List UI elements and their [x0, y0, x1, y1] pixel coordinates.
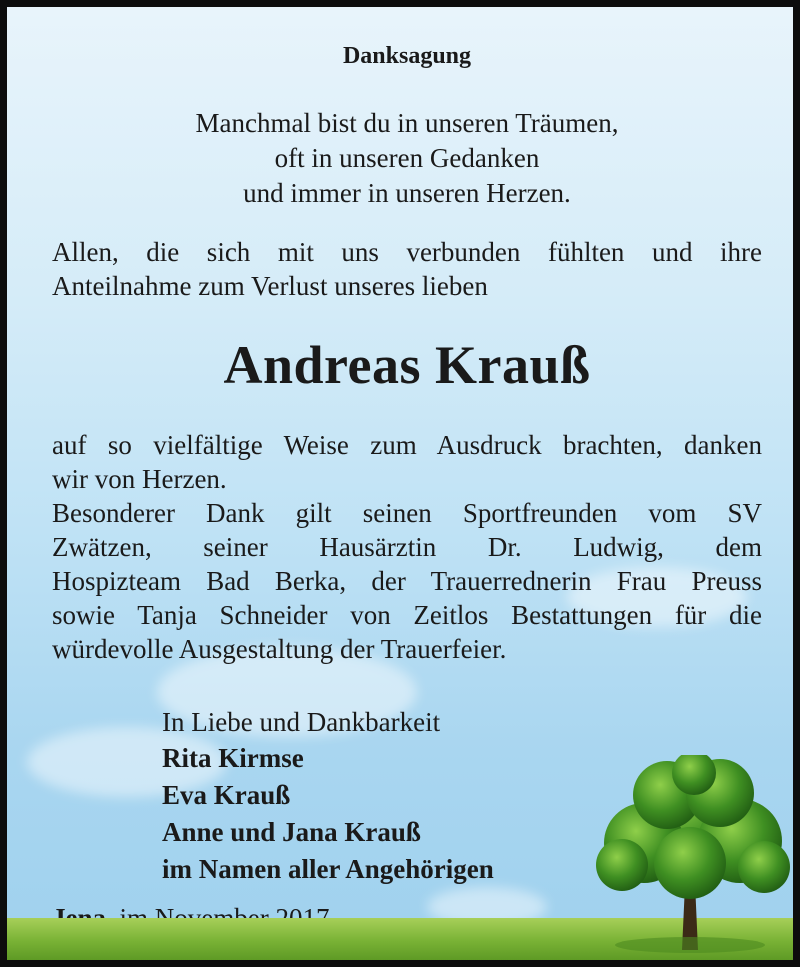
intro-paragraph: [52, 235, 762, 303]
body-line: Hospizteam Bad Berka, der Trauerrednerin Frau Preuss: [52, 566, 762, 596]
signatory: im Namen aller Angehörigen: [162, 854, 494, 884]
body-line: wir von Herzen.: [52, 464, 227, 494]
thanks-paragraph: [52, 428, 762, 666]
body-line: sowie Tanja Schneider von Zeitlos Bestattungen für die: [52, 600, 762, 630]
body-line: Besonderer Dank gilt seinen Sportfreunden vom SV: [52, 498, 762, 528]
body-line: würdevolle Ausgestaltung der Trauerfeier.: [52, 634, 507, 664]
heading: Danksagung: [342, 43, 472, 69]
signatory: Anne und Jana Krauß: [162, 817, 421, 847]
signatory: Rita Kirmse: [162, 743, 304, 773]
intro-line: Anteilnahme zum Verlust unseres lieben: [52, 271, 488, 301]
tree-illustration: [582, 755, 797, 955]
poem-line: Manchmal bist du in unseren Träumen,: [195, 108, 619, 138]
body-line: Zwätzen, seiner Hausärztin Dr. Ludwig, dem: [52, 532, 762, 562]
closing-phrase: In Liebe und Dankbarkeit: [162, 707, 441, 737]
body-line: auf so vielfältige Weise zum Ausdruck brachten, danken: [52, 430, 762, 460]
poem-line: und immer in unseren Herzen.: [243, 178, 571, 208]
poem-line: oft in unseren Gedanken: [274, 143, 540, 173]
deceased-name: Andreas Krauß: [223, 335, 591, 395]
signatory: Eva Krauß: [162, 780, 291, 810]
intro-line: Allen, die sich mit uns verbunden fühlten und ihre: [52, 237, 762, 267]
